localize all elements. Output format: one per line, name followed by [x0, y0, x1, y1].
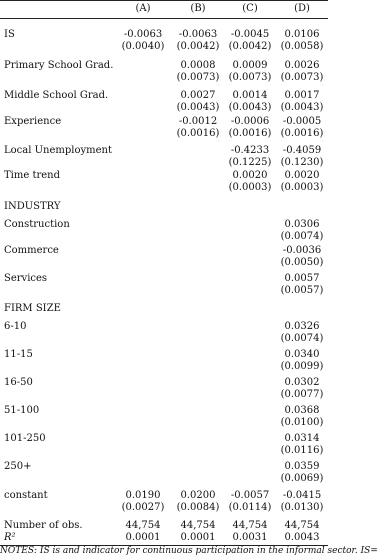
cell-d: (0.0058): [280, 41, 324, 52]
cell-b: (0.0073): [176, 72, 220, 83]
cell-d: 0.0020: [284, 170, 320, 181]
row-label: IS: [4, 29, 15, 40]
row-label: Middle School Grad.: [4, 90, 109, 101]
cell-d: 0.0057: [284, 273, 320, 284]
table-row: [0, 116, 328, 128]
row-label: Primary School Grad.: [4, 60, 114, 71]
cell-d: (0.0099): [280, 361, 324, 372]
row-label: Construction: [4, 219, 70, 230]
cell-d: (0.0073): [280, 72, 324, 83]
table-row: [0, 461, 328, 473]
row-label: Time trend: [4, 170, 61, 181]
row-label: R²: [4, 532, 16, 543]
cell-c: -0.4233: [230, 145, 270, 156]
row-label: 250+: [4, 461, 32, 472]
cell-b: 0.0001: [180, 532, 216, 543]
table-row: [0, 170, 328, 182]
table-row: [0, 128, 328, 140]
column-header-a: (A): [135, 3, 151, 14]
cell-d: 0.0017: [284, 90, 320, 101]
table-row: [0, 405, 328, 417]
cell-a: (0.0027): [121, 502, 165, 513]
cell-c: (0.0016): [228, 128, 272, 139]
cell-d: (0.0077): [280, 389, 324, 400]
cell-c: (0.1225): [228, 157, 272, 168]
cell-d: (0.0043): [280, 102, 324, 113]
table-row: [0, 473, 328, 485]
cell-d: -0.0005: [282, 116, 322, 127]
row-label: 16-50: [4, 377, 33, 388]
row-label: constant: [4, 490, 48, 501]
cell-d: 0.0306: [284, 219, 320, 230]
table-row: [0, 303, 328, 315]
table-row: [0, 321, 328, 333]
header-rule: [0, 18, 328, 19]
table-row: [0, 90, 328, 102]
cell-c: 0.0014: [232, 90, 268, 101]
cell-d: 0.0314: [284, 433, 320, 444]
cell-d: 0.0106: [284, 29, 320, 40]
cell-d: (0.0050): [280, 257, 324, 268]
cell-c: 0.0031: [232, 532, 268, 543]
row-label: INDUSTRY: [4, 201, 61, 212]
cell-d: 0.0368: [284, 405, 320, 416]
cell-a: 44,754: [125, 520, 161, 531]
cell-d: 0.0340: [284, 349, 320, 360]
row-label: Services: [4, 273, 48, 284]
cell-d: (0.0003): [280, 182, 324, 193]
row-label: 11-15: [4, 349, 33, 360]
table-notes: NOTES: IS is and indicator for continuous participation in the informal sector. IS=: [0, 546, 378, 556]
table-row: [0, 333, 328, 345]
table-row: [0, 102, 328, 114]
column-header-d: (D): [294, 3, 310, 14]
table-row: [0, 377, 328, 389]
cell-c: -0.0006: [230, 116, 270, 127]
table-row: [0, 389, 328, 401]
table-row: [0, 273, 328, 285]
cell-c: -0.0045: [230, 29, 270, 40]
cell-d: -0.0036: [282, 245, 322, 256]
table-row: [0, 41, 328, 53]
cell-d: 0.0326: [284, 321, 320, 332]
cell-d: (0.0069): [280, 473, 324, 484]
top-rule: [0, 0, 328, 1]
cell-c: (0.0114): [228, 502, 272, 513]
cell-b: (0.0016): [176, 128, 220, 139]
cell-b: 0.0200: [180, 490, 216, 501]
table-row: [0, 490, 328, 502]
cell-a: 0.0001: [125, 532, 161, 543]
cell-d: (0.0130): [280, 502, 324, 513]
table-row: [0, 520, 328, 532]
table-row: [0, 157, 328, 169]
table-row: [0, 532, 328, 544]
cell-a: -0.0063: [123, 29, 163, 40]
cell-d: (0.0116): [280, 445, 324, 456]
table-row: [0, 201, 328, 213]
cell-d: (0.0074): [280, 231, 324, 242]
cell-d: (0.0100): [280, 417, 324, 428]
table-row: [0, 349, 328, 361]
cell-b: 0.0027: [180, 90, 216, 101]
row-label: Number of obs.: [4, 520, 83, 531]
cell-d: -0.0415: [282, 490, 322, 501]
row-label: FIRM SIZE: [4, 303, 61, 314]
cell-c: (0.0043): [228, 102, 272, 113]
table-row: [0, 245, 328, 257]
column-header-c: (C): [242, 3, 258, 14]
cell-b: 0.0008: [180, 60, 216, 71]
cell-c: -0.0057: [230, 490, 270, 501]
table-row: [0, 231, 328, 243]
table-row: [0, 285, 328, 297]
cell-d: (0.1230): [280, 157, 324, 168]
table-row: [0, 433, 328, 445]
cell-b: (0.0043): [176, 102, 220, 113]
row-label: Commerce: [4, 245, 59, 256]
table-row: [0, 257, 328, 269]
cell-c: (0.0073): [228, 72, 272, 83]
cell-c: (0.0042): [228, 41, 272, 52]
cell-d: -0.4059: [282, 145, 322, 156]
cell-a: 0.0190: [125, 490, 161, 501]
table-row: [0, 417, 328, 429]
cell-d: (0.0074): [280, 333, 324, 344]
table-row: [0, 72, 328, 84]
row-label: 101-250: [4, 433, 46, 444]
cell-b: (0.0042): [176, 41, 220, 52]
cell-c: 0.0009: [232, 60, 268, 71]
cell-b: (0.0084): [176, 502, 220, 513]
table-row: [0, 145, 328, 157]
table-row: [0, 445, 328, 457]
cell-d: 44,754: [284, 520, 320, 531]
row-label: Local Unemployment: [4, 145, 112, 156]
row-label: 6-10: [4, 321, 27, 332]
cell-d: (0.0057): [280, 285, 324, 296]
cell-c: (0.0003): [228, 182, 272, 193]
cell-d: 0.0026: [284, 60, 320, 71]
column-header-row: [0, 3, 328, 15]
table-row: [0, 502, 328, 514]
table-row: [0, 361, 328, 373]
table-row: [0, 29, 328, 41]
cell-a: (0.0040): [121, 41, 165, 52]
cell-b: -0.0012: [178, 116, 218, 127]
cell-d: 0.0359: [284, 461, 320, 472]
cell-b: -0.0063: [178, 29, 218, 40]
cell-b: 44,754: [180, 520, 216, 531]
table-row: [0, 182, 328, 194]
cell-c: 0.0020: [232, 170, 268, 181]
row-label: Experience: [4, 116, 62, 127]
row-label: 51-100: [4, 405, 40, 416]
table-row: [0, 60, 328, 72]
cell-d: 0.0302: [284, 377, 320, 388]
cell-d: (0.0016): [280, 128, 324, 139]
table-row: [0, 219, 328, 231]
cell-c: 44,754: [232, 520, 268, 531]
column-header-b: (B): [190, 3, 206, 14]
cell-d: 0.0043: [284, 532, 320, 543]
